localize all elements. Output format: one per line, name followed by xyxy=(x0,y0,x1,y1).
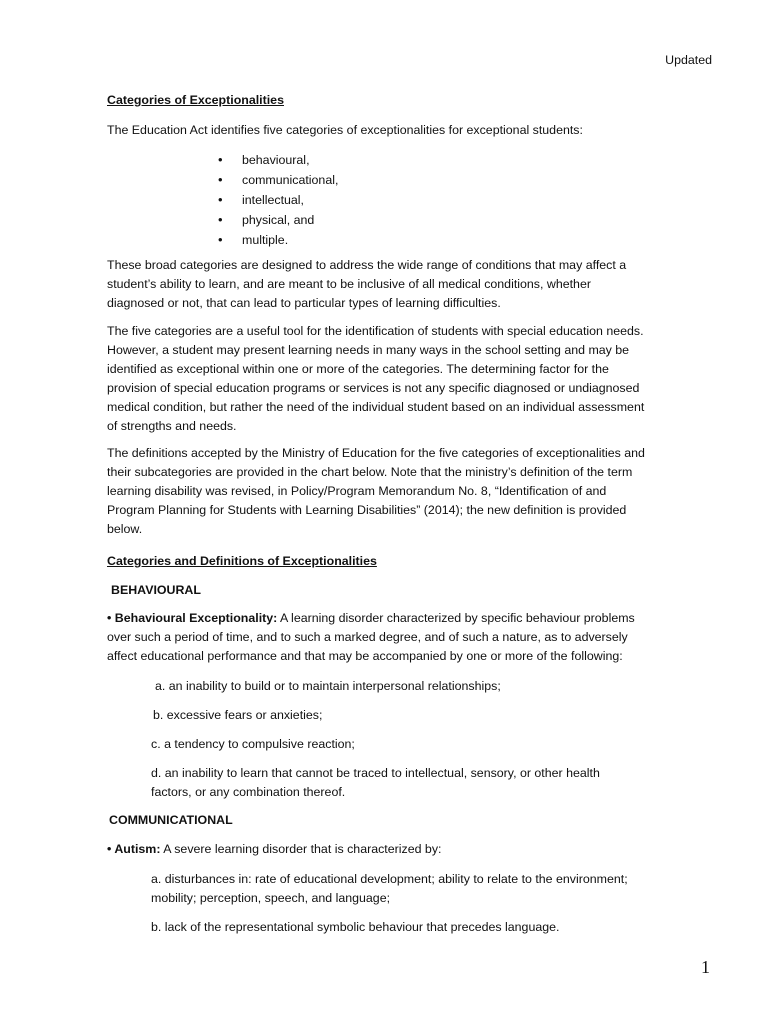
text-line: mobility; perception, speech, and language; xyxy=(151,891,391,905)
section-title-categories: Categories of Exceptionalities xyxy=(107,93,284,107)
list-item: • multiple. xyxy=(216,230,338,250)
list-item: • communicational, xyxy=(216,170,338,190)
text-line: student’s ability to learn, and are meant to be inclusive of all medical conditions, whether xyxy=(107,277,591,291)
behavioural-item-c: c. a tendency to compulsive reaction; xyxy=(151,737,355,751)
definition-text: A severe learning disorder that is characterized by: xyxy=(160,842,442,856)
intro-paragraph: The Education Act identifies five categories of exceptionalities for exceptional students: xyxy=(107,123,583,137)
paragraph-definitions xyxy=(107,444,667,539)
text-line: provision of special education programs or services is not any specific diagnosed or undiagnosed xyxy=(107,381,640,395)
list-item: • physical, and xyxy=(216,210,338,230)
autism-item-a xyxy=(151,870,671,908)
text-line: below. xyxy=(107,522,143,536)
text-line: their subcategories are provided in the chart below. Note that the ministry’s definition of the term xyxy=(107,465,633,479)
text-line: These broad categories are designed to address the wide range of conditions that may affect a xyxy=(107,258,627,272)
list-item: • behavioural, xyxy=(216,150,338,170)
header-updated-label: Updated xyxy=(665,53,712,67)
text-line: learning disability was revised, in Policy/Program Memorandum No. 8, “Identification of and xyxy=(107,484,607,498)
categories-bullet-list xyxy=(216,150,338,250)
text-line: diagnosed or not, that can lead to particular types of learning difficulties. xyxy=(107,296,501,310)
text-line: affect educational performance and that may be accompanied by one or more of the following: xyxy=(107,649,623,663)
paragraph-five-categories xyxy=(107,322,667,436)
heading-behavioural: BEHAVIOURAL xyxy=(111,583,201,597)
text-line: over such a period of time, and to such a marked degree, and of such a nature, as to adversely xyxy=(107,630,628,644)
page-number: 1 xyxy=(701,957,710,977)
autism-item-b: b. lack of the representational symbolic behaviour that precedes language. xyxy=(151,920,560,934)
text-line: of strengths and needs. xyxy=(107,419,237,433)
text-line: factors, or any combination thereof. xyxy=(151,785,346,799)
behavioural-item-d xyxy=(151,764,671,802)
paragraph-broad-categories xyxy=(107,256,667,313)
autism-definition xyxy=(107,840,441,859)
text-line: medical condition, but rather the need of the individual student based on an individual assessment xyxy=(107,400,645,414)
list-item: • intellectual, xyxy=(216,190,338,210)
term-autism: • Autism: xyxy=(107,842,161,856)
term-behavioural-exceptionality: • Behavioural Exceptionality: xyxy=(107,611,278,625)
behavioural-item-a: a. an inability to build or to maintain interpersonal relationships; xyxy=(155,679,501,693)
definition-text: A learning disorder characterized by specific behaviour problems xyxy=(277,611,635,625)
section-title-definitions: Categories and Definitions of Exceptionalities xyxy=(107,554,377,568)
behavioural-item-b: b. excessive fears or anxieties; xyxy=(153,708,323,722)
text-line: Program Planning for Students with Learning Disabilities” (2014); the new definition is provided xyxy=(107,503,627,517)
text-line xyxy=(107,609,667,628)
text-line: However, a student may present learning needs in many ways in the school setting and may be xyxy=(107,343,630,357)
text-line: identified as exceptional within one or more of the categories. The determining factor for the xyxy=(107,362,609,376)
text-line: The five categories are a useful tool for the identification of students with special education needs. xyxy=(107,324,644,338)
text-line: d. an inability to learn that cannot be traced to intellectual, sensory, or other health xyxy=(151,766,600,780)
behavioural-definition xyxy=(107,609,667,666)
text-line: a. disturbances in: rate of educational development; ability to relate to the environment; xyxy=(151,872,628,886)
heading-communicational: COMMUNICATIONAL xyxy=(109,813,233,827)
text-line: The definitions accepted by the Ministry of Education for the five categories of exceptionalities and xyxy=(107,446,645,460)
